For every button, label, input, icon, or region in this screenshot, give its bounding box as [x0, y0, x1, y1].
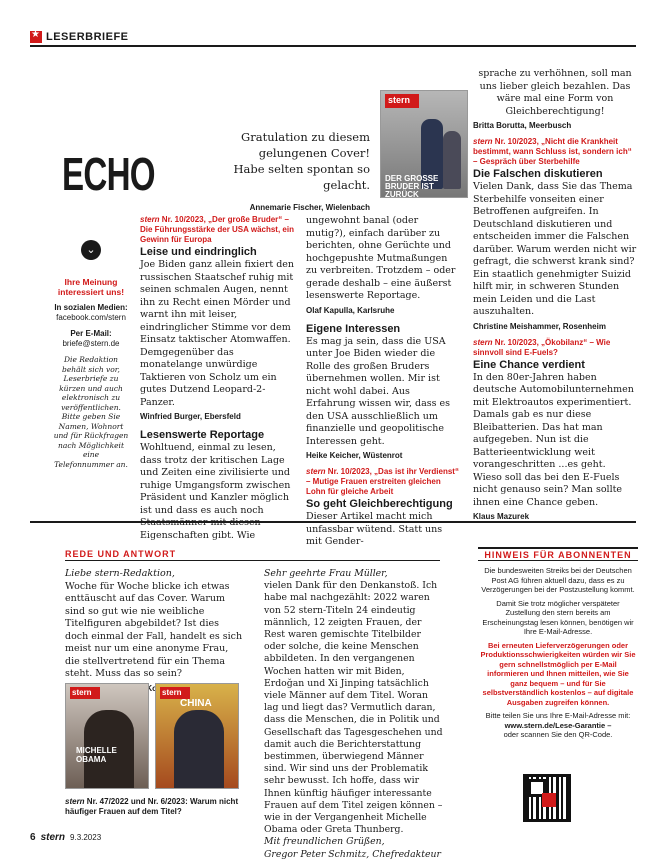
letters-column-3: [473, 68, 637, 522]
letter-author: Christine Meishammer, Rosenheim: [473, 321, 606, 331]
letter-headline: Leise und eindringlich: [140, 246, 257, 258]
brand-name: stern: [40, 832, 66, 843]
letters-column-1: [140, 215, 295, 542]
abo-paragraph: Die bundesweiten Streiks bei der Deutschen Post AG führen aktuell dazu, dass es zu Verzögerungen bei der Postzustellung kommt.: [481, 566, 635, 594]
portrait-silhouette: [174, 710, 224, 788]
letter-author: Klaus Mazurek: [473, 512, 530, 521]
email-link[interactable]: briefe@stern.de: [62, 339, 120, 348]
quote-text: Gratulation zu diesem gelungenen Cover! Habe selten spontan so gelacht.: [233, 130, 370, 192]
abo-paragraph: Damit Sie trotz möglicher verspäteter Zustellung den stern bereits am Erscheinungstag lesen können, benötigen wir Ihre E-Mail-Adresse.: [482, 598, 634, 636]
letter-headline: Eigene Interessen: [306, 322, 401, 335]
social-label: In sozialen Medien:: [54, 303, 128, 312]
issue-date: 9.3.2023: [70, 833, 102, 842]
sidebar-heading: Ihre Meinung interessiert uns!: [57, 277, 125, 297]
letter-body: Wohltuend, einmal zu lesen, dass trotz der kritischen Lage und Zeiten eine zivilisierte und ruhige Umgangsform zwischen Präsident und Kanzler möglich ist und dass es auch noch Staatsmänner mit diesen Eigenschaften gibt. Wie: [140, 442, 291, 541]
reply-closing: Mit freundlichen Grüßen,: [264, 836, 385, 848]
letters-column-2: [306, 215, 461, 549]
abo-highlight: Bei erneuten Lieferverzögerungen oder Produktionsschwierigkeiten würden wir Sie gern schnellstmöglich per E-Mail informieren und Ihnen mitteilen, wie Sie ganz bequem – und für Sie selbstverständlich kostenlos – auf digitale Ausgaben zugreifen können.: [480, 640, 636, 707]
letter-body: sprache zu verhöhnen, soll man uns lieber gleich bezahlen. Das wäre mal eine Form von Gleichberechtigung!: [478, 68, 632, 117]
letter-headline: Eine Chance verdient: [473, 358, 585, 371]
letter-body: Es mag ja sein, dass die USA unter Joe Biden wieder die Rolle des großen Bruders übernehmen wollen. Mir ist nicht wohl dabei. Aus Erfahrung wissen wir, dass es den USA ausschließlich um finanzielle und geopolitische Interessen geht.: [306, 335, 451, 447]
editor-reply: [264, 568, 444, 861]
top-divider: [30, 45, 636, 47]
article-reference: stern Nr. 10/2023, „Der große Bruder“ – Die Führungsstärke der USA wächst, ein Gewinn für Europa: [140, 215, 294, 244]
abo-divider: [478, 547, 638, 549]
letter-salutation: Liebe stern-Redaktion,: [65, 568, 175, 579]
article-reference: stern Nr. 10/2023, „Das ist ihr Verdienst“ – Mutige Frauen erstreiten gleichen Lohn für gleiche Arbeit: [306, 467, 459, 496]
reader-letter: [65, 568, 245, 694]
section-header: [30, 31, 129, 43]
cover-title: DER GROSSE BRUDER IST ZURÜCK: [385, 174, 439, 199]
reply-body: vielen Dank für den Denkanstoß. Ich habe mal nachgezählt: 2022 waren von 52 stern-Titeln 24 eindeutig männlich, 12 zeigten Frauen, der Rest waren gemischte Titelbilder oder solche, die keine Menschen abbildeten. In den vergangenen Wochen hatten wir mit Biden, Erdoğan und Xi Jinping tatsächlich viele Männer auf dem Titel. Woran lag und liegt das? Vermutlich daran, dass die Menschen, die in Politik und Gesellschaft das Tagesgeschehen und damit auch die Berichterstattung bestimmen, überwiegend Männer sind. Wir sind uns der Problematik sehr bewusst. Ich hoffe, dass wir Ihnen künftig häufiger interessante Frauen auf dem Titel zeigen können – wie in der Vergangenheit Michelle Obama oder Greta Thunberg.: [264, 580, 443, 836]
cover-thumbnail: [155, 683, 239, 789]
letter-body: ungewohnt banal (oder mutig?), einfach darüber zu berichten, ohne Gerüchte und hochgepushte Mutmaßungen zu verbreiten. Trotzdem – oder gerade deshalb – eine äußerst lesenswerte Reportage.: [306, 215, 456, 301]
editorial-note: Die Redaktion behält sich vor, Leserbriefe zu kürzen und auch elektronisch zu veröffentlichen. Bitte geben Sie Namen, Wohnort und für Rückfragen nach Möglichkeit eine Telefonnummer an.: [53, 355, 129, 469]
cover-caption: stern Nr. 47/2022 und Nr. 6/2023: Warum nicht häufiger Frauen auf dem Titel?: [65, 797, 239, 816]
page-number: 6: [30, 832, 36, 843]
cover-thumbnail: [65, 683, 149, 789]
quote-author: Annemarie Fischer, Wielenbach: [249, 203, 370, 212]
letter-headline: Lesenswerte Reportage: [140, 429, 265, 441]
letter-author: Winfried Burger, Ebersfeld: [140, 412, 241, 421]
contact-sidebar: [52, 277, 130, 469]
letter-headline: So geht Gleichberechtigung: [306, 498, 453, 510]
echo-quote: [230, 129, 370, 212]
email-label: Per E-Mail:: [70, 329, 112, 338]
abo-url-link[interactable]: www.stern.de/Lese-Garantie –: [504, 720, 612, 730]
letter-author: Olaf Kapulla, Karlsruhe: [306, 305, 395, 315]
cover-title: MICHELLE OBAMA: [76, 746, 117, 764]
article-reference: stern Nr. 10/2023, „Nicht die Krankheit bestimmt, wann Schluss ist, sondern ich“ – Gespräch über Sterbehilfe: [473, 137, 632, 166]
abo-paragraph: Bitte teilen Sie uns Ihre E-Mail-Adresse mit:: [485, 711, 631, 720]
page-footer: [30, 832, 101, 843]
abo-paragraph: oder scannen Sie den QR-Code.: [503, 730, 613, 739]
stern-masthead-icon: [70, 687, 100, 699]
answer-divider: [65, 560, 440, 561]
letter-body: In den 80er-Jahren haben deutsche Automobilunternehmen mit Elektroautos experimentiert. Damals gab es nur diese Bleibatterien. Das hat man aufgegeben. Nun ist die Batterieentwicklung weit vorangeschritten ...es geht. Wieso soll das bei den E-Fuels nicht genauso sein? Man sollte ihnen eine Chance geben.: [473, 371, 634, 508]
social-link[interactable]: facebook.com/stern: [56, 313, 126, 322]
reply-salutation: Sehr geehrte Frau Müller,: [264, 568, 388, 579]
letter-author: Heike Keicher, Wüstenrot: [306, 451, 403, 460]
article-reference: stern Nr. 10/2023, „Ökobilanz“ – Wie sinnvoll sind E-Fuels?: [473, 337, 611, 357]
letter-body: Joe Biden ganz allein fixiert den russischen Staatschef ruhig mit seinen schmalen Augen, nennt ihn zu Recht einen Mörder und warnt ihn mit leiser, eindringlicher Stimme vor dem Einsatz taktischer Atomwaffen. Demgegenüber das monatelange unwürdige Taktieren von Scholz um ein gutes Dutzend Leopard-2-Panzer.: [140, 259, 295, 408]
qr-code-icon[interactable]: [523, 774, 571, 822]
stern-logo-icon: [30, 31, 42, 43]
chevron-down-icon: ⌄: [81, 240, 101, 260]
stern-masthead-icon: [385, 94, 419, 108]
reply-signature: Gregor Peter Schmitz, Chefredakteur: [264, 848, 441, 860]
abo-divider: [478, 560, 638, 561]
section-divider: [30, 521, 636, 523]
echo-title: ECHO: [62, 148, 155, 200]
section-label: LESERBRIEFE: [46, 31, 129, 43]
letter-body: Dieser Artikel macht mich unfassbar wütend. Statt uns mit Gender-: [306, 511, 443, 547]
letter-author: Britta Borutta, Meerbusch: [473, 121, 572, 130]
letter-body: Vielen Dank, dass Sie das Thema Sterbehilfe vonseiten einer Betroffenen aufgreifen. In Deutschland diskutieren und entscheiden immer die Falschen darüber. Warum werden nicht wir gefragt, die schwerst krank sind? Ein staatlich genehmigter Suizid hilft mir, in schweren Stunden mein Leiden und die Last auszuhalten.: [473, 181, 637, 317]
cover-image: [380, 90, 468, 198]
letter-headline: Die Falschen diskutieren: [473, 168, 603, 180]
stern-logo-icon: [542, 793, 556, 807]
answer-section-label: REDE UND ANTWORT: [65, 549, 177, 559]
abo-notice: [478, 566, 638, 740]
letter-body: Woche für Woche blicke ich etwas enttäuscht auf das Cover. Warum sind so gut wie nie weibliche Titelfiguren abgebildet? Ist dies doch einmal der Fall, handelt es sich meist nur um eine anonyme Frau, die stellvertretend für ein Thema steht. Muss das so sein?: [65, 580, 243, 679]
abo-section-label: HINWEIS FÜR ABONNENTEN: [484, 550, 632, 560]
cover-title: CHINA: [180, 698, 212, 709]
